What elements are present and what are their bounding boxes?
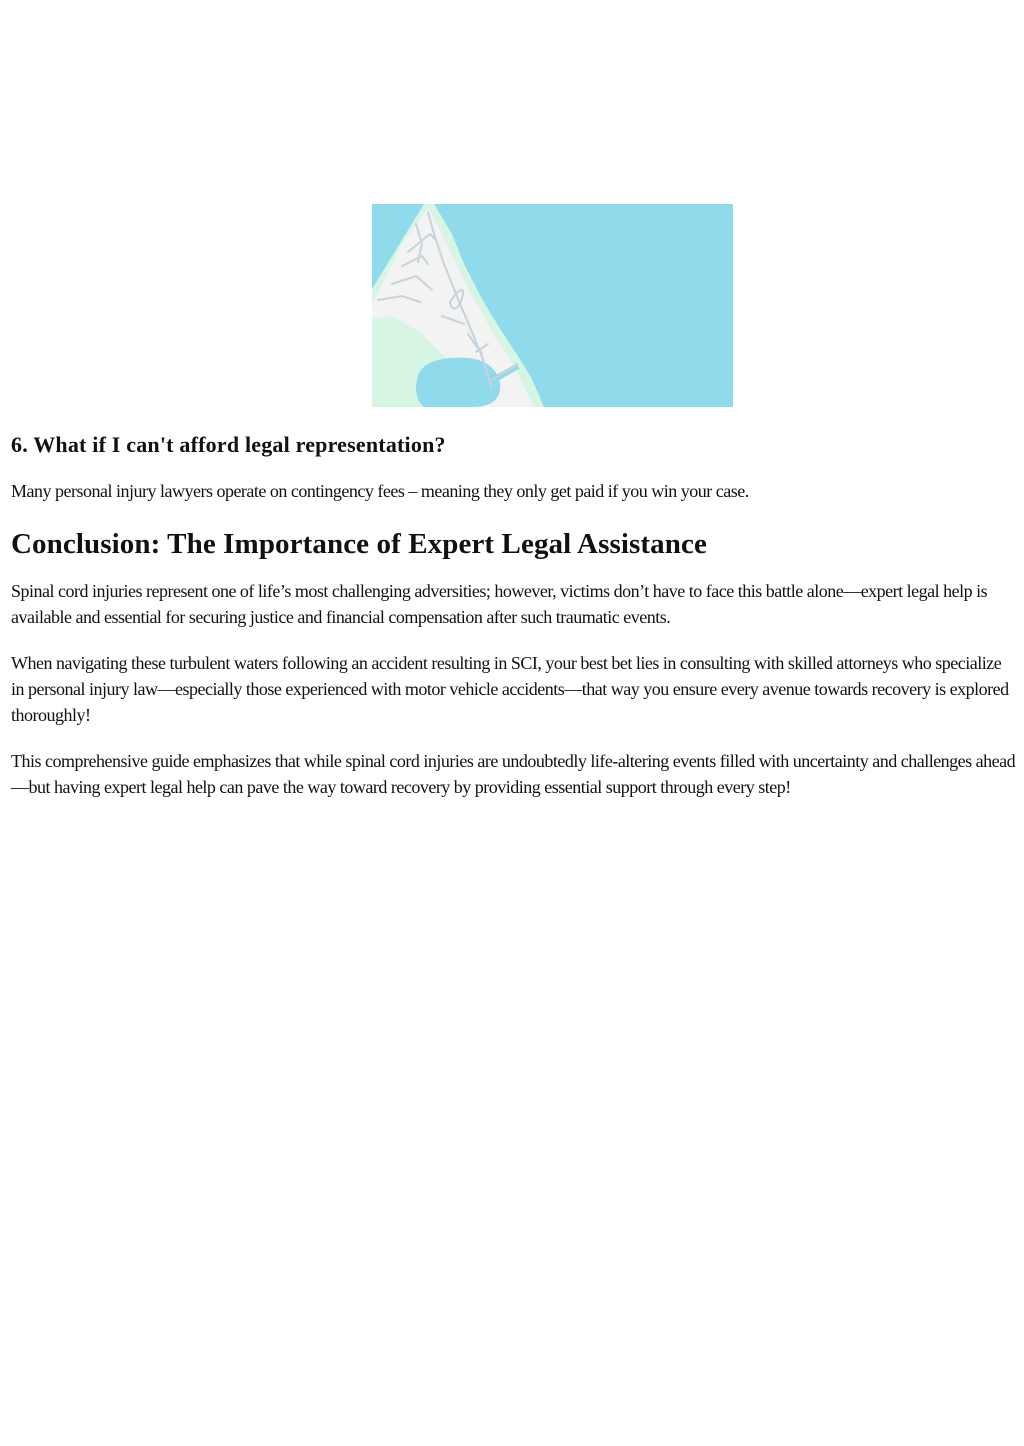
faq-answer-paragraph: Many personal injury lawyers operate on contingency fees – meaning they only get paid if you win your case. [11,481,749,501]
map-lake [416,358,500,407]
map-image [372,204,733,407]
conclusion-paragraph-3: This comprehensive guide emphasizes that while spinal cord injuries are undoubtedly life-altering events filled with uncertainty and challenges ahead—but having expert legal help can pave the way toward recovery by providing essential support through every step! [11,751,1016,797]
map-graphic [372,204,733,407]
conclusion-paragraph-2: When navigating these turbulent waters following an accident resulting in SCI, your best bet lies in consulting with skilled attorneys who specialize in personal injury law—especially those experienced with motor vehicle accidents—that way you ensure every avenue towards recovery is explored thoroughly! [11,653,1009,725]
faq-question-heading: 6. What if I can't afford legal representation? [11,432,446,457]
conclusion-heading: Conclusion: The Importance of Expert Legal Assistance [11,528,707,560]
conclusion-paragraph-1: Spinal cord injuries represent one of life’s most challenging adversities; however, victims don’t have to face this battle alone—expert legal help is available and essential for securing justice and financial compensation after such traumatic events. [11,581,988,627]
article-content [11,430,1016,820]
